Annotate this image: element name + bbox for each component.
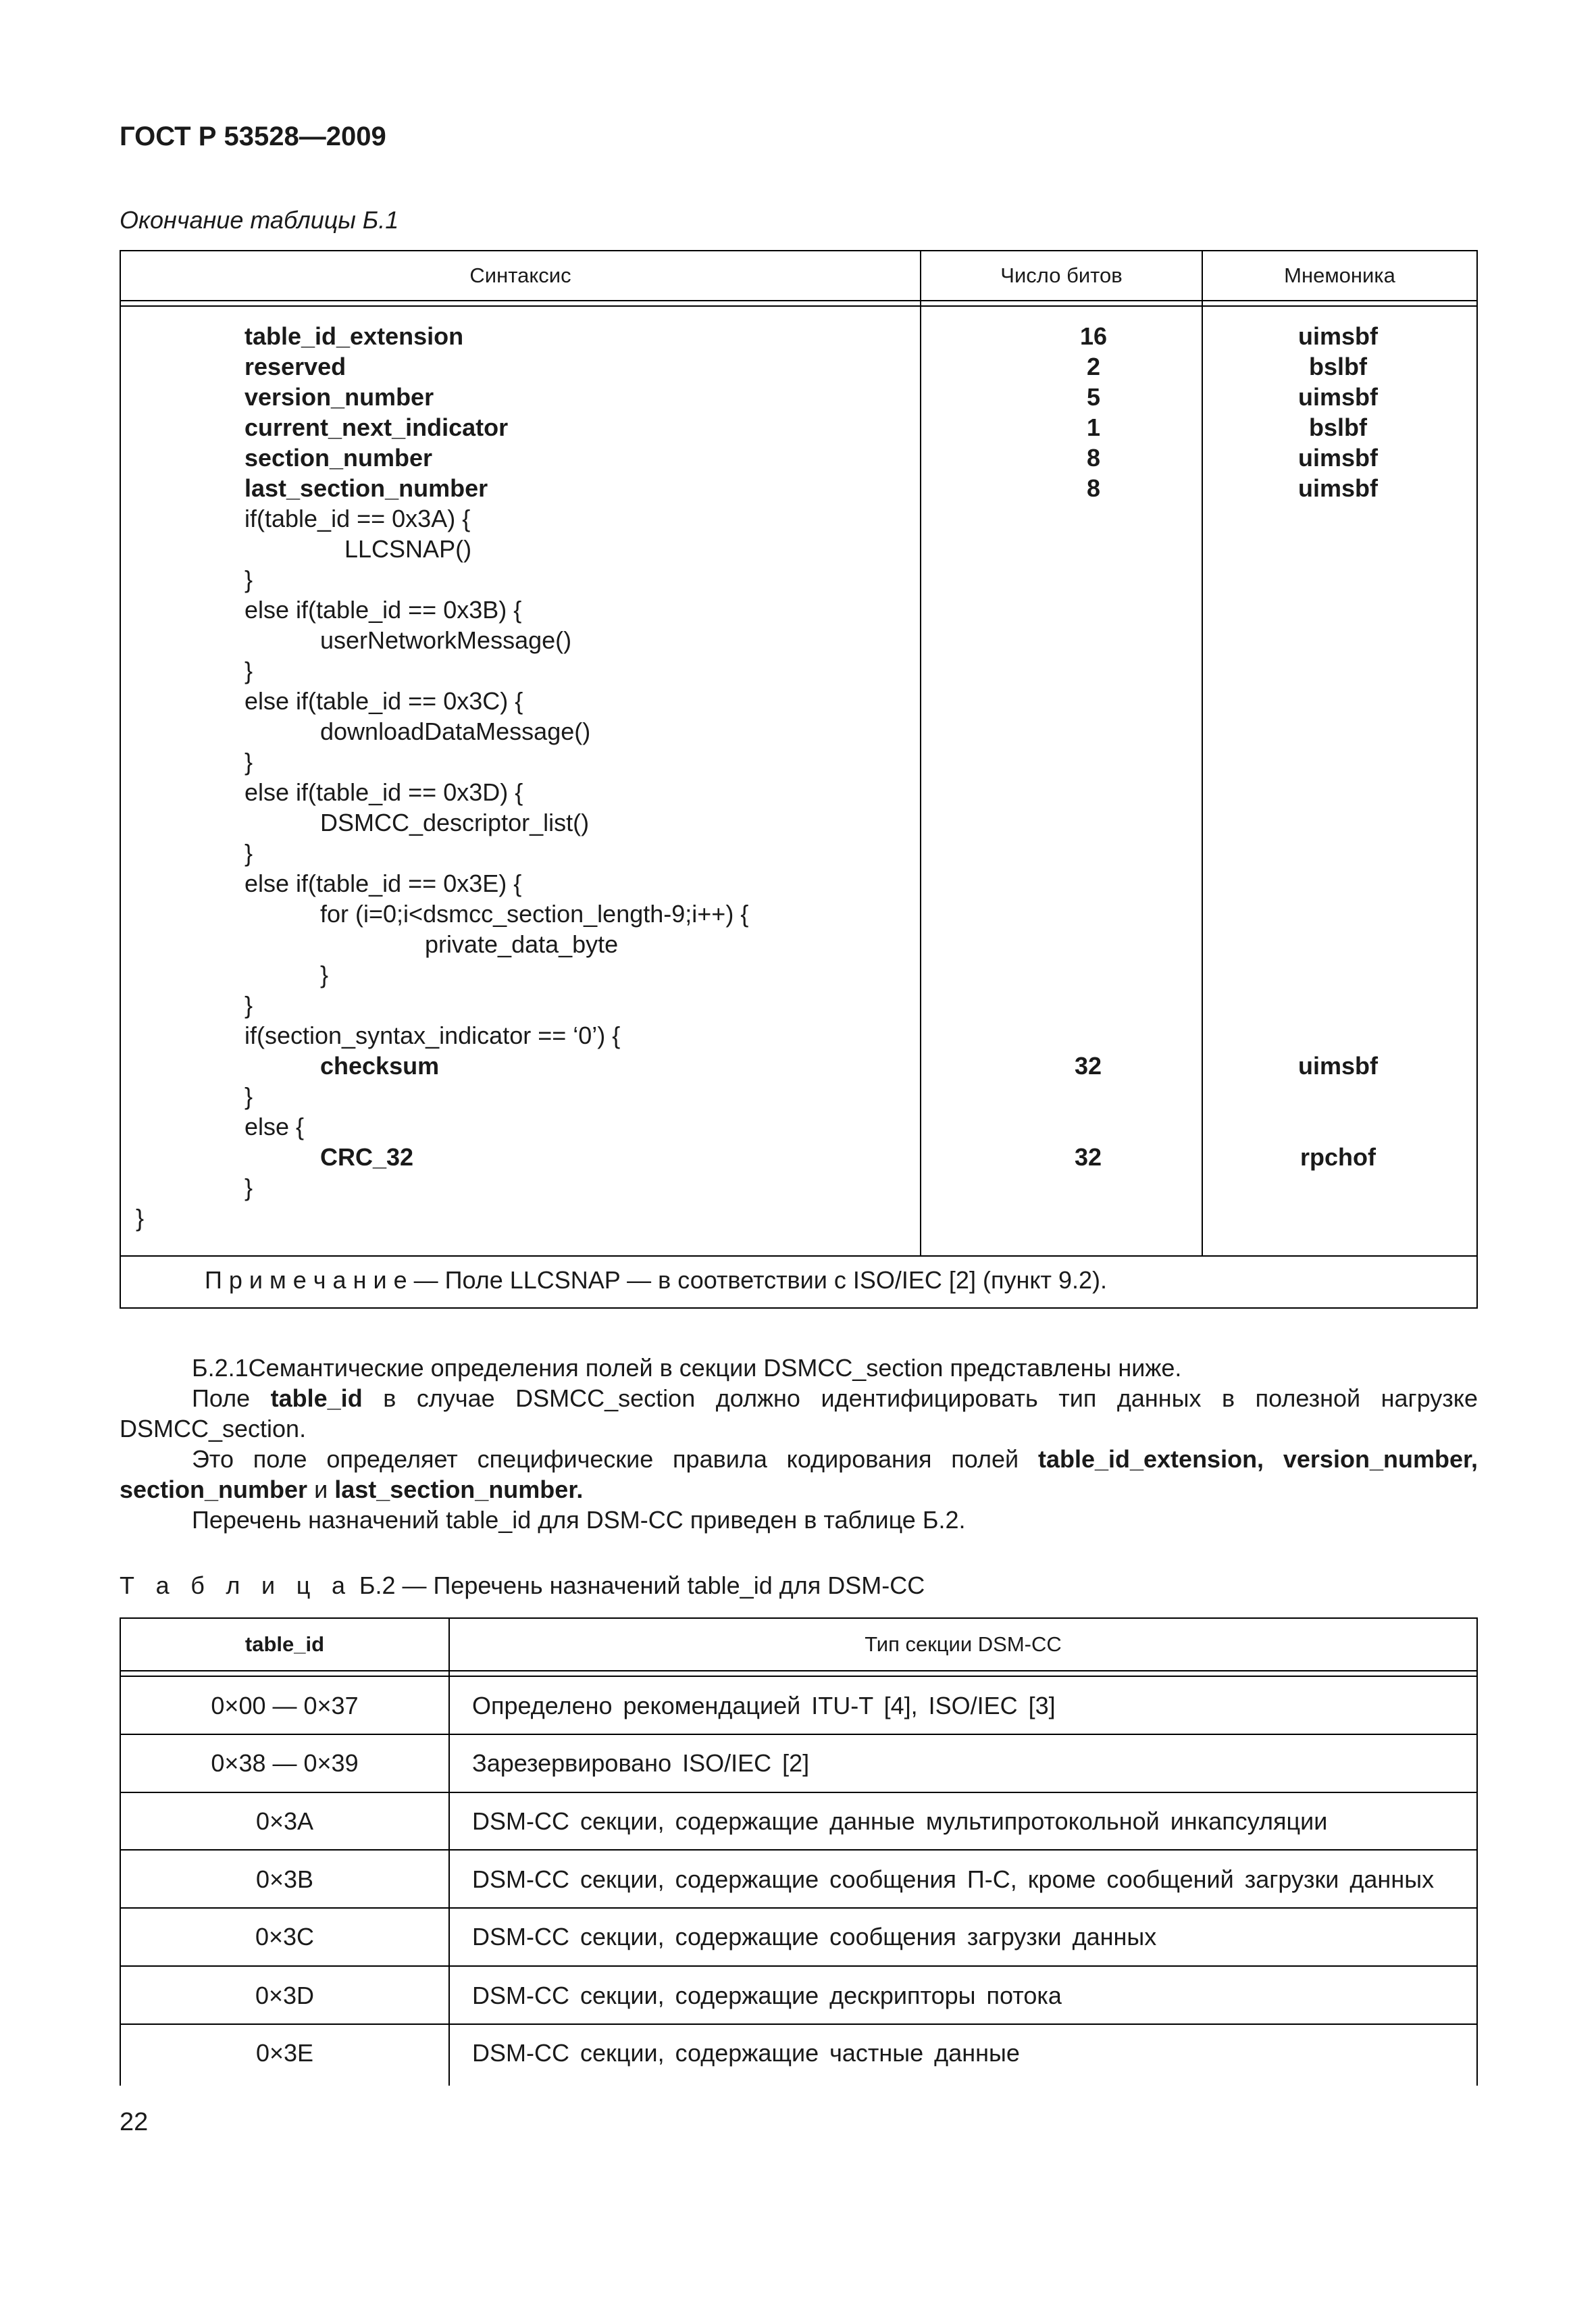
syntax-line: } bbox=[244, 657, 253, 684]
table2-id-cell: 0×3E bbox=[255, 2039, 314, 2067]
table1-caption: Окончание таблицы Б.1 bbox=[120, 206, 399, 234]
syntax-line: last_section_number bbox=[244, 474, 488, 502]
mnemonic-value: rpchof bbox=[1300, 1143, 1376, 1171]
syntax-line: else if(table_id == 0x3C) { bbox=[244, 687, 523, 715]
bits-value: 32 bbox=[1074, 1052, 1102, 1080]
syntax-line: table_id_extension bbox=[244, 322, 464, 350]
syntax-line: private_data_byte bbox=[425, 930, 619, 958]
table2-caption-label: Т а б л и ц а bbox=[120, 1571, 353, 1599]
paragraph-coding-rules: Это поле определяет специфические правила кодирования полей table_id_extension, version_number, section_number и last_section_number. bbox=[120, 1445, 1478, 1503]
table2-row-rule bbox=[121, 2023, 1476, 2025]
table-b1 bbox=[120, 250, 1478, 1309]
mnemonic-value: bslbf bbox=[1309, 413, 1367, 441]
paragraph-b21: Б.2.1Семантические определения полей в секции DSMCC_section представлены ниже. bbox=[192, 1354, 1182, 1382]
syntax-line: DSMCC_descriptor_list() bbox=[320, 809, 590, 836]
table2-row-rule bbox=[121, 1907, 1476, 1909]
table2-header-rule bbox=[121, 1670, 1476, 1671]
table2-row-rule bbox=[121, 1965, 1476, 1967]
mnemonic-value: bslbf bbox=[1309, 353, 1367, 380]
table2-col-section-type: Тип секции DSM-CC bbox=[865, 1632, 1062, 1656]
table1-note bbox=[205, 1266, 1107, 1294]
syntax-line: } bbox=[320, 961, 329, 988]
table2-caption bbox=[120, 1571, 925, 1600]
table1-col-syntax: Синтаксис bbox=[469, 263, 571, 287]
paragraph-assignments: Перечень назначений table_id для DSM-CC приведен в таблице Б.2. bbox=[192, 1506, 966, 1534]
table2-id-cell: 0×00 — 0×37 bbox=[211, 1692, 359, 1719]
table2-type-cell: DSM-CC секции, содержащие сообщения П-С, кроме сообщений загрузки данных bbox=[472, 1865, 1435, 1893]
syntax-line: } bbox=[244, 1082, 253, 1110]
syntax-line: } bbox=[244, 565, 253, 593]
table2-col-divider bbox=[448, 1619, 450, 2086]
syntax-line: reserved bbox=[244, 353, 346, 380]
table2-row-rule bbox=[121, 1792, 1476, 1793]
mnemonic-value: uimsbf bbox=[1297, 474, 1378, 502]
syntax-line: version_number bbox=[244, 383, 434, 411]
syntax-line: for (i=0;i<dsmcc_section_length-9;i++) { bbox=[320, 900, 749, 928]
syntax-line: if(table_id == 0x3A) { bbox=[244, 505, 471, 532]
mnemonic-value: uimsbf bbox=[1297, 322, 1378, 350]
note-text: — Поле LLCSNAP — в соответствии с ISO/IEC [2] (пункт 9.2). bbox=[407, 1266, 1107, 1294]
bits-value: 8 bbox=[1086, 444, 1101, 472]
bits-value: 2 bbox=[1086, 353, 1101, 380]
table2-type-cell: DSM-CC секции, содержащие частные данные bbox=[472, 2039, 1020, 2067]
standard-header: ГОСТ Р 53528—2009 bbox=[120, 122, 386, 151]
page-number: 22 bbox=[120, 2108, 149, 2136]
syntax-line: LLCSNAP() bbox=[344, 535, 472, 563]
bits-value: 1 bbox=[1086, 413, 1101, 441]
syntax-line: } bbox=[244, 748, 253, 776]
note-label: П р и м е ч а н и е bbox=[205, 1266, 407, 1294]
syntax-line: } bbox=[244, 1174, 253, 1201]
table2-type-cell: DSM-CC секции, содержащие данные мультипротокольной инкапсуляции bbox=[472, 1807, 1328, 1835]
table2-col-table-id: table_id bbox=[244, 1632, 325, 1656]
syntax-line: } bbox=[244, 991, 253, 1019]
table2-id-cell: 0×3C bbox=[255, 1923, 315, 1951]
mnemonic-value: uimsbf bbox=[1297, 383, 1378, 411]
syntax-line: current_next_indicator bbox=[244, 413, 509, 441]
table2-header-rule-2 bbox=[121, 1676, 1476, 1677]
table1-col-bits: Число битов bbox=[1000, 263, 1123, 287]
syntax-line: else { bbox=[244, 1113, 305, 1140]
table2-type-cell: DSM-CC секции, содержащие дескрипторы потока bbox=[472, 1982, 1062, 2009]
syntax-line: } bbox=[244, 839, 253, 867]
table1-col-mnemonic: Мнемоника bbox=[1284, 263, 1395, 287]
syntax-line: else if(table_id == 0x3B) { bbox=[244, 596, 522, 624]
paragraph-table-id: Поле table_id в случае DSMCC_section должно идентифицировать тип данных в полезной нагрузке DSMCC_section. bbox=[120, 1384, 1478, 1442]
mnemonic-value: uimsbf bbox=[1297, 1052, 1378, 1080]
table2-type-cell: Зарезервировано ISO/IEC [2] bbox=[472, 1749, 810, 1777]
table2-row-rule bbox=[121, 1734, 1476, 1735]
table1-note-rule bbox=[121, 1255, 1476, 1257]
bits-value: 8 bbox=[1086, 474, 1101, 502]
syntax-line: else if(table_id == 0x3E) { bbox=[244, 870, 522, 897]
table2-id-cell: 0×3B bbox=[255, 1865, 314, 1893]
syntax-line: checksum bbox=[320, 1052, 440, 1080]
mnemonic-value: uimsbf bbox=[1297, 444, 1378, 472]
bits-value: 32 bbox=[1074, 1143, 1102, 1171]
bits-value: 16 bbox=[1079, 322, 1108, 350]
table1-header-rule bbox=[121, 300, 1476, 301]
table2-type-cell: DSM-CC секции, содержащие сообщения загрузки данных bbox=[472, 1923, 1157, 1951]
syntax-line: if(section_syntax_indicator == ‘0’) { bbox=[244, 1022, 621, 1049]
table-b2 bbox=[120, 1617, 1478, 2086]
table2-type-cell: Определено рекомендацией ITU-T [4], ISO/IEC [3] bbox=[472, 1692, 1056, 1719]
table2-id-cell: 0×3A bbox=[255, 1807, 314, 1835]
bits-value: 5 bbox=[1086, 383, 1101, 411]
table2-id-cell: 0×38 — 0×39 bbox=[211, 1749, 359, 1777]
syntax-line: CRC_32 bbox=[320, 1143, 414, 1171]
table2-id-cell: 0×3D bbox=[255, 1982, 315, 2009]
syntax-line: else if(table_id == 0x3D) { bbox=[244, 778, 523, 806]
table1-header-rule-2 bbox=[121, 305, 1476, 307]
syntax-line: section_number bbox=[244, 444, 433, 472]
syntax-line: } bbox=[136, 1204, 145, 1232]
table2-row-rule bbox=[121, 1849, 1476, 1851]
table1-col-divider-1 bbox=[920, 251, 921, 1257]
syntax-line: downloadDataMessage() bbox=[320, 718, 591, 745]
table2-caption-text: Б.2 — Перечень назначений table_id для DSM-CC bbox=[352, 1571, 925, 1599]
syntax-line: userNetworkMessage() bbox=[320, 626, 572, 654]
